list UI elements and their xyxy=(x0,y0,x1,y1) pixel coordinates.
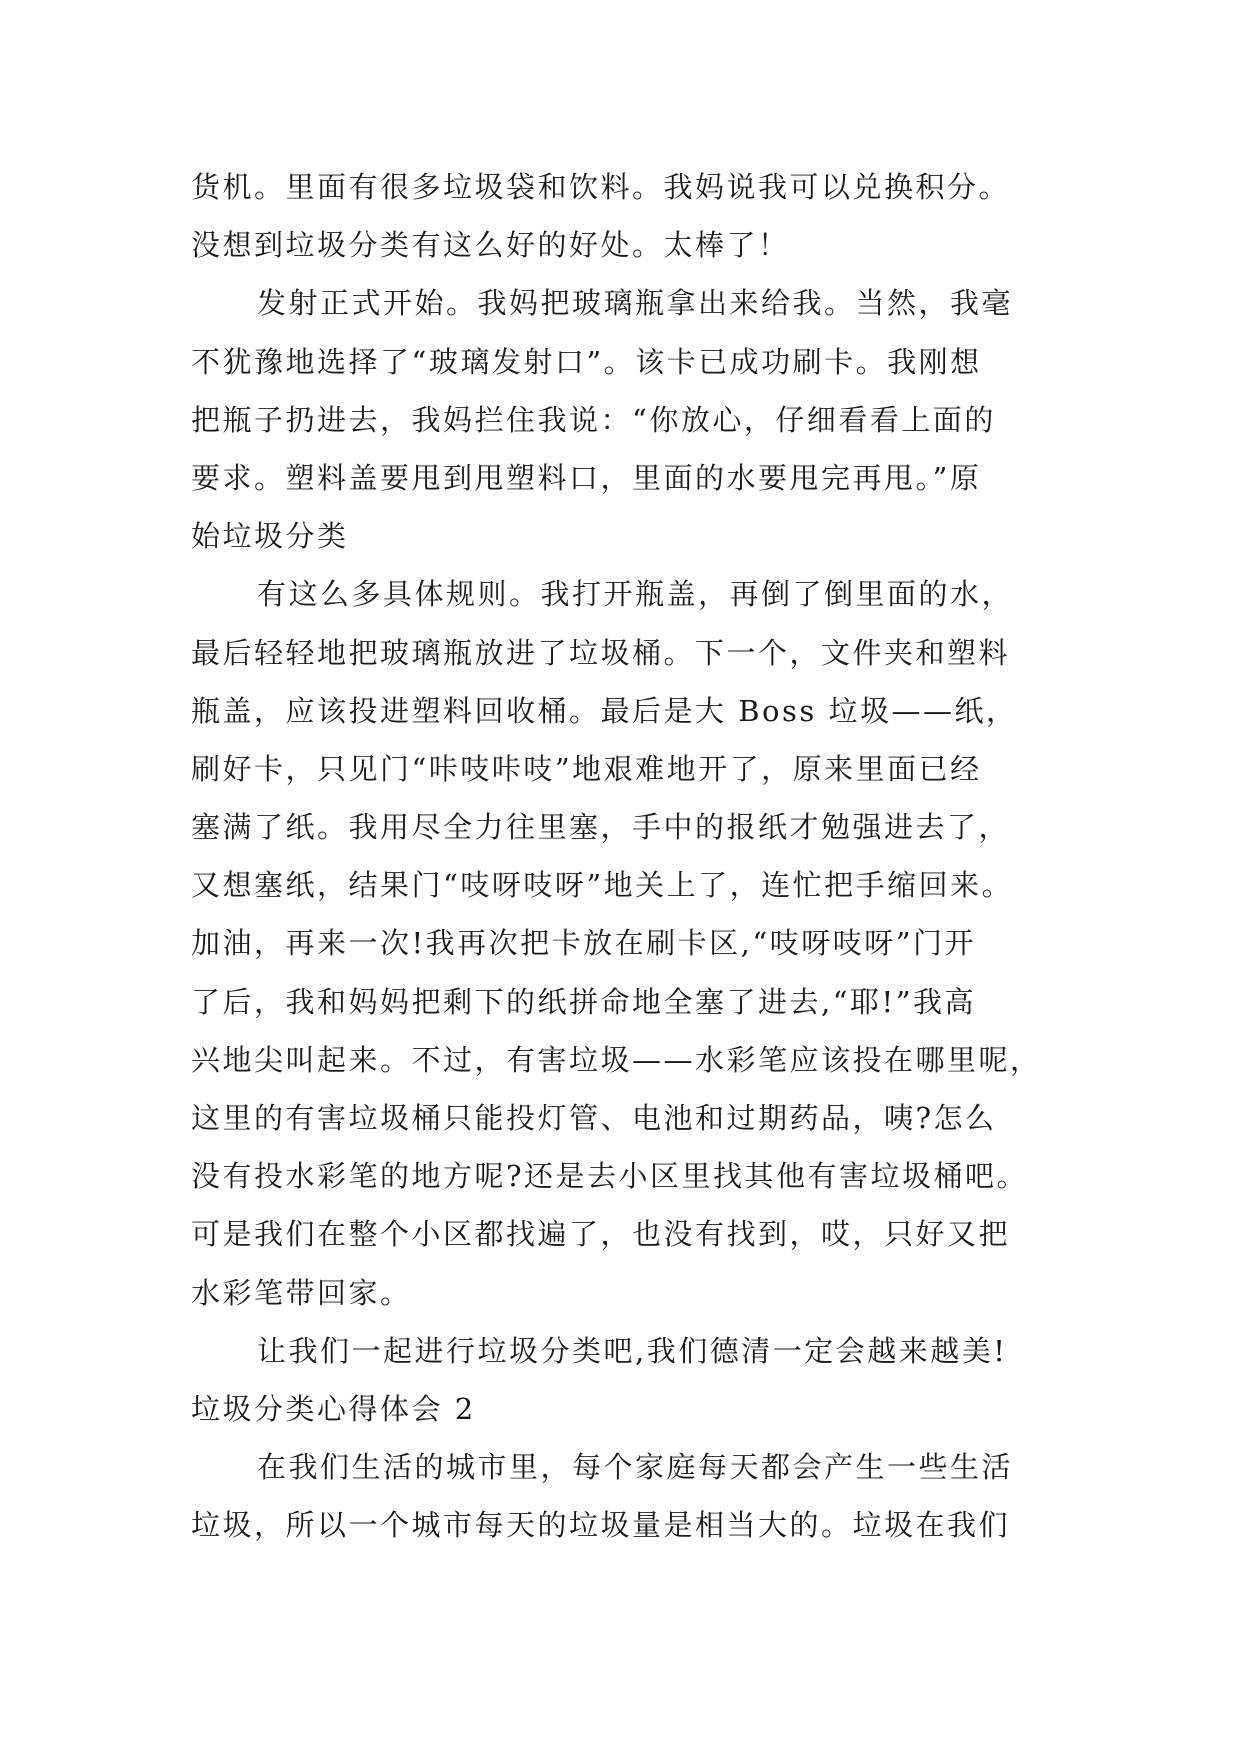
section-heading: 垃圾分类心得体会 2 xyxy=(191,1391,476,1426)
text-line: 刷好卡，只见门“咔吱咔吱”地艰难地开了，原来里面已经 xyxy=(191,751,982,786)
paragraph-first-line: 在我们生活的城市里，每个家庭每天都会产生一些生活 xyxy=(257,1450,1014,1485)
text-line: 可是我们在整个小区都找遍了，也没有找到，哎，只好又把 xyxy=(191,1217,1011,1252)
text-line: 最后轻轻地把玻璃瓶放进了垃圾桶。下一个，文件夹和塑料 xyxy=(191,635,1011,670)
text-line: 水彩笔带回家。 xyxy=(191,1275,412,1310)
text-line: 加油，再来一次!我再次把卡放在刷卡区,“吱呀吱呀”门开 xyxy=(191,926,977,961)
text-line: 没有投水彩笔的地方呢?还是去小区里找其他有害垃圾桶吧。 xyxy=(191,1159,1029,1194)
text-line: 垃圾，所以一个城市每天的垃圾量是相当大的。垃圾在我们 xyxy=(191,1508,1011,1543)
text-line: 把瓶子扔进去，我妈拦住我说：“你放心，仔细看看上面的 xyxy=(191,402,996,437)
text-line: 兴地尖叫起来。不过，有害垃圾——水彩笔应该投在哪里呢， xyxy=(191,1042,1042,1077)
text-line: 要求。塑料盖要甩到甩塑料口，里面的水要甩完再甩。”原 xyxy=(191,460,982,495)
paragraph-first-line: 有这么多具体规则。我打开瓶盖，再倒了倒里面的水， xyxy=(257,577,1014,612)
text-line: 塞满了纸。我用尽全力往里塞，手中的报纸才勉强进去了， xyxy=(191,810,1011,845)
text-line: 又想塞纸，结果门“吱呀吱呀”地关上了，连忙把手缩回来。 xyxy=(191,868,1014,903)
text-line: 货机。里面有很多垃圾袋和饮料。我妈说我可以兑换积分。 xyxy=(191,170,1011,204)
text-line: 始垃圾分类 xyxy=(191,519,349,554)
paragraph-first-line: 让我们一起进行垃圾分类吧,我们德清一定会越来越美! xyxy=(257,1333,1008,1368)
text-line: 了后，我和妈妈把剩下的纸拼命地全塞了进去,“耶!”我高 xyxy=(191,984,977,1019)
text-line: 这里的有害垃圾桶只能投灯管、电池和过期药品，咦?怎么 xyxy=(191,1101,997,1135)
text-line: 不犹豫地选择了“玻璃发射口”。该卡已成功刷卡。我刚想 xyxy=(191,344,982,379)
text-line: 瓶盖，应该投进塑料回收桶。最后是大 Boss 垃圾——纸， xyxy=(191,693,1018,728)
paragraph-first-line: 发射正式开始。我妈把玻璃瓶拿出来给我。当然，我毫 xyxy=(257,286,1014,321)
document-body xyxy=(191,158,1071,1555)
text-line: 没想到垃圾分类有这么好的好处。太棒了！ xyxy=(191,228,790,263)
